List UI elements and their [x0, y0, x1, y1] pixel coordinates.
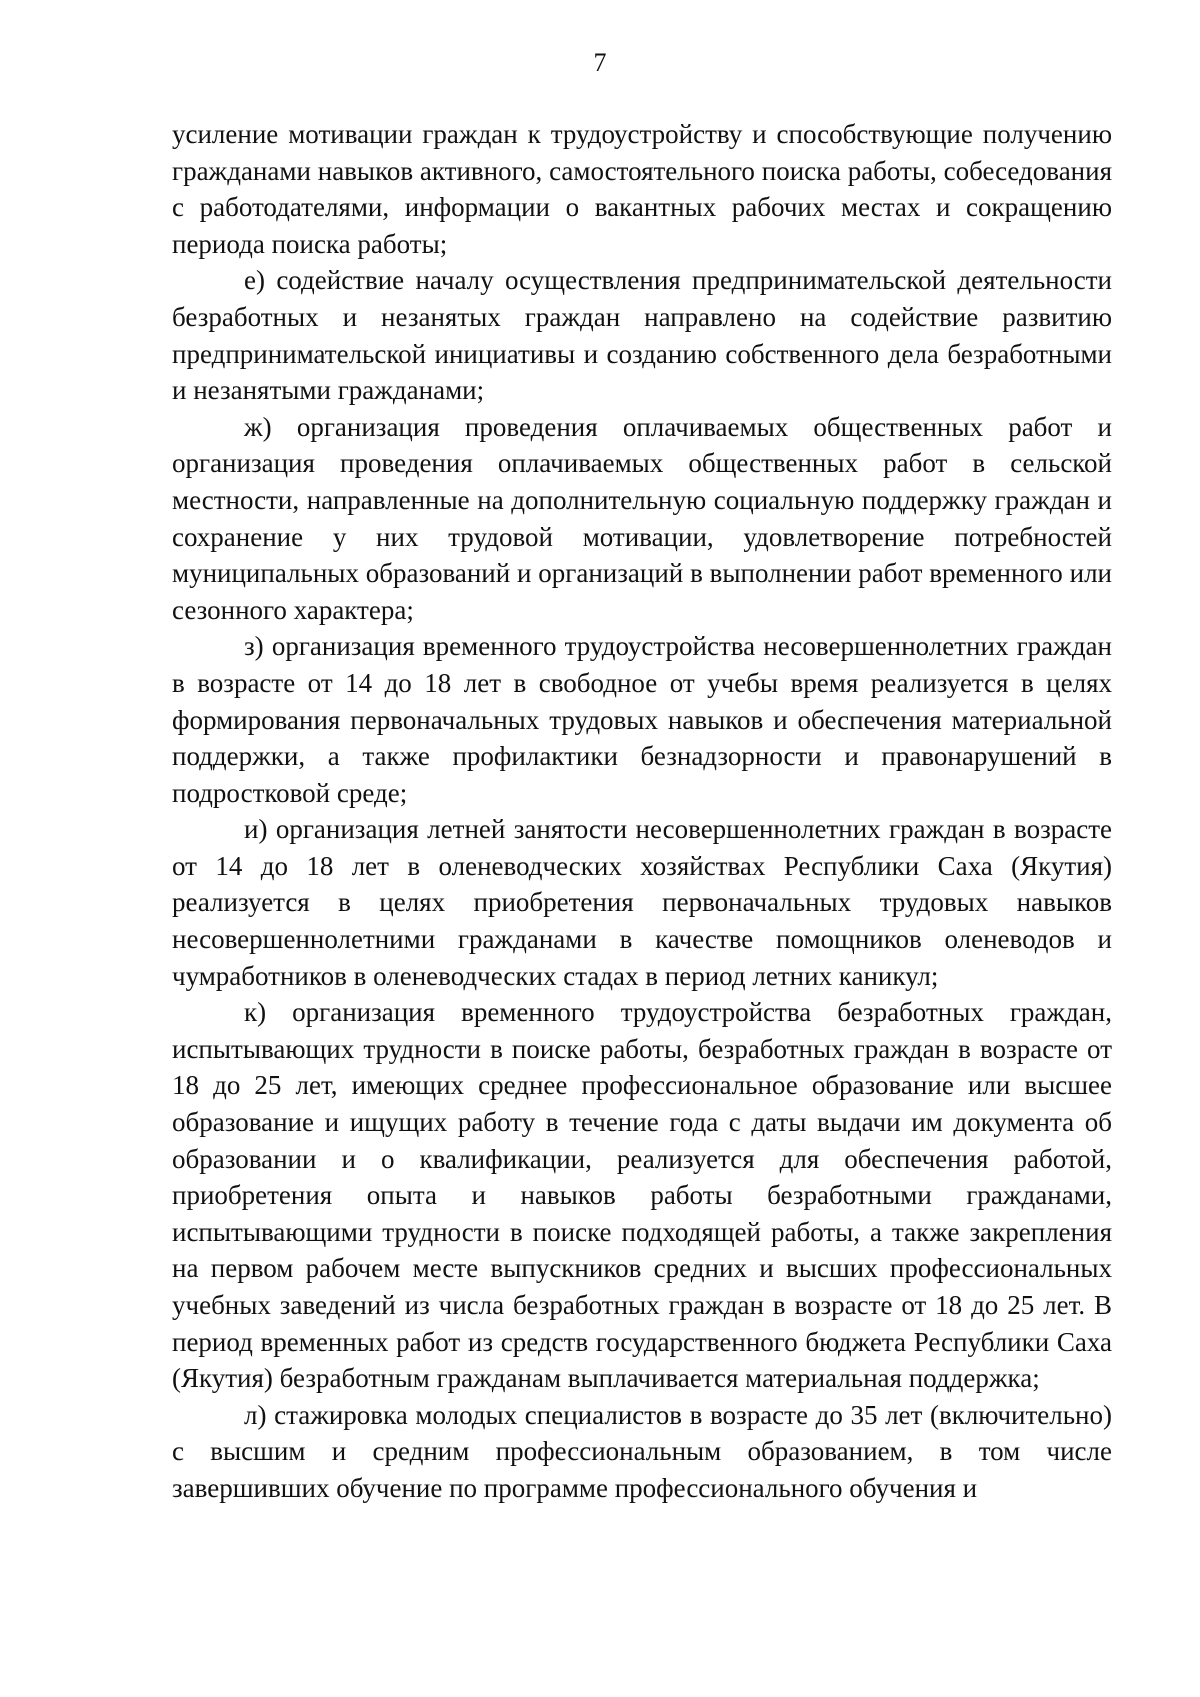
paragraph-item-e: е) содействие началу осуществления предпринимательской деятельности безработных и незанятых граждан направлено на содействие развитию предпринимательской инициативы и созданию собственного дела безработными и незанятыми гражданами; [172, 265, 1112, 406]
page-number: 7 [593, 48, 607, 77]
document-body [172, 116, 1112, 1507]
paragraph-item-l: л) стажировка молодых специалистов в возрасте до 35 лет (включительно) с высшим и средним профессиональным образованием, в том числе завершивших обучение по программе профессионального обучения и [172, 1399, 1112, 1503]
paragraph-item-z: з) организация временного трудоустройства несовершеннолетних граждан в возрасте от 14 до 18 лет в свободное от учебы время реализуется в целях формирования первоначальных трудовых навыков и обеспечения материальной поддержки, а также профилактики безнадзорности и правонарушений в подростковой среде; [172, 631, 1112, 808]
paragraph-item-k: к) организация временного трудоустройства безработных граждан, испытывающих трудности в поиске работы, безработных граждан в возрасте от 18 до 25 лет, имеющих среднее профессиональное образование или высшее образование и ищущих работу в течение года с даты выдачи им документа об образовании и о квалификации, реализуется для обеспечения работой, приобретения опыта и навыков работы безработными гражданами, испытывающими трудности в поиске подходящей работы, а также закрепления на первом рабочем месте выпускников средних и высших профессиональных учебных заведений из числа безработных граждан в возрасте от 18 до 25 лет. В период временных работ из средств государственного бюджета Республики Саха (Якутия) безработным гражданам выплачивается материальная поддержка; [172, 997, 1112, 1394]
paragraph-item-i: и) организация летней занятости несовершеннолетних граждан в возрасте от 14 до 18 лет в оленеводческих хозяйствах Республики Саха (Якутия) реализуется в целях приобретения первоначальных трудовых навыков несовершеннолетними гражданами в качестве помощников оленеводов и чумработников в оленеводческих стадах в период летних каникул; [172, 814, 1112, 991]
paragraph-item-zh: ж) организация проведения оплачиваемых общественных работ и организация проведения оплачиваемых общественных работ в сельской местности, направленные на дополнительную социальную поддержку граждан и сохранение у них трудовой мотивации, удовлетворение потребностей муниципальных образований и организаций в выполнении работ временного или сезонного характера; [172, 411, 1112, 625]
paragraph-continuation: усиление мотивации граждан к трудоустройству и способствующие получению гражданами навыков активного, самостоятельного поиска работы, собеседования с работодателями, информации о вакантных рабочих местах и сокращению периода поиска работы; [172, 119, 1112, 259]
